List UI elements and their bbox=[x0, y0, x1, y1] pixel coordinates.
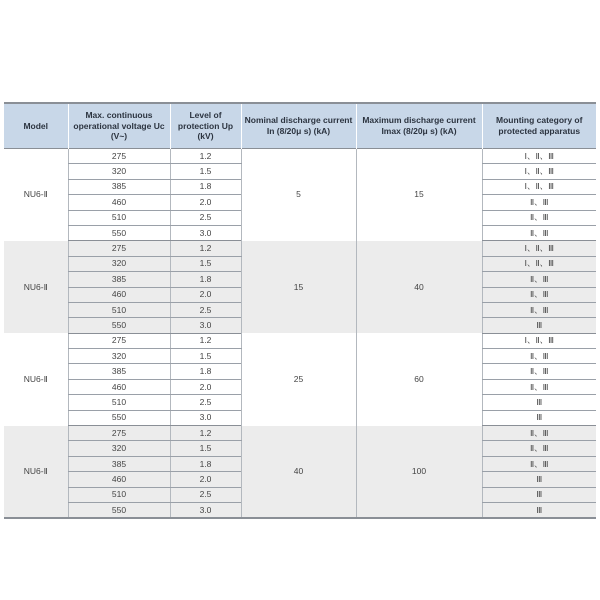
mounting-category-cell: Ⅲ bbox=[482, 318, 596, 333]
protection-level-cell: 1.2 bbox=[170, 241, 241, 256]
mounting-category-cell: Ⅲ bbox=[482, 395, 596, 410]
protection-level-cell: 1.5 bbox=[170, 349, 241, 364]
protection-level-cell: 3.0 bbox=[170, 502, 241, 517]
table-row bbox=[4, 241, 596, 256]
protection-level-cell: 1.2 bbox=[170, 426, 241, 441]
header-maximum-current: Maximum discharge current Imax (8/20μ s) (kA) bbox=[356, 103, 482, 149]
mounting-category-cell: Ⅱ、Ⅲ bbox=[482, 210, 596, 225]
table-row bbox=[4, 149, 596, 164]
protection-level-cell: 3.0 bbox=[170, 410, 241, 425]
voltage-cell: 320 bbox=[68, 164, 170, 179]
protection-level-cell: 1.8 bbox=[170, 179, 241, 194]
header-voltage: Max. continuous operational voltage Uc (V~) bbox=[68, 103, 170, 149]
mounting-category-cell: Ⅱ、Ⅲ bbox=[482, 441, 596, 456]
model-cell: NU6-Ⅱ bbox=[4, 333, 68, 425]
mounting-category-cell: Ⅰ、Ⅱ、Ⅲ bbox=[482, 149, 596, 164]
mounting-category-cell: Ⅲ bbox=[482, 502, 596, 517]
voltage-cell: 550 bbox=[68, 410, 170, 425]
protection-level-cell: 2.5 bbox=[170, 302, 241, 317]
voltage-cell: 385 bbox=[68, 456, 170, 471]
model-group bbox=[4, 426, 596, 518]
model-cell: NU6-Ⅱ bbox=[4, 149, 68, 241]
model-cell: NU6-Ⅱ bbox=[4, 426, 68, 518]
maximum-current-cell: 40 bbox=[356, 241, 482, 333]
spd-spec-table bbox=[4, 102, 596, 518]
protection-level-cell: 1.8 bbox=[170, 364, 241, 379]
voltage-cell: 320 bbox=[68, 441, 170, 456]
voltage-cell: 385 bbox=[68, 179, 170, 194]
protection-level-cell: 3.0 bbox=[170, 225, 241, 240]
protection-level-cell: 2.0 bbox=[170, 287, 241, 302]
nominal-current-cell: 40 bbox=[241, 426, 356, 518]
voltage-cell: 460 bbox=[68, 472, 170, 487]
voltage-cell: 550 bbox=[68, 502, 170, 517]
header-protection-level: Level of protection Up (kV) bbox=[170, 103, 241, 149]
mounting-category-cell: Ⅲ bbox=[482, 410, 596, 425]
table-row bbox=[4, 426, 596, 441]
voltage-cell: 320 bbox=[68, 256, 170, 271]
table-row bbox=[4, 333, 596, 348]
protection-level-cell: 1.5 bbox=[170, 256, 241, 271]
voltage-cell: 460 bbox=[68, 379, 170, 394]
header-mounting-category: Mounting category of protected apparatus bbox=[482, 103, 596, 149]
mounting-category-cell: Ⅰ、Ⅱ、Ⅲ bbox=[482, 241, 596, 256]
voltage-cell: 385 bbox=[68, 272, 170, 287]
table-bottom-rule bbox=[4, 517, 596, 519]
table-header bbox=[4, 103, 596, 149]
mounting-category-cell: Ⅱ、Ⅲ bbox=[482, 287, 596, 302]
model-group bbox=[4, 241, 596, 333]
nominal-current-cell: 25 bbox=[241, 333, 356, 425]
mounting-category-cell: Ⅱ、Ⅲ bbox=[482, 349, 596, 364]
voltage-cell: 385 bbox=[68, 364, 170, 379]
mounting-category-cell: Ⅱ、Ⅲ bbox=[482, 302, 596, 317]
mounting-category-cell: Ⅰ、Ⅱ、Ⅲ bbox=[482, 179, 596, 194]
voltage-cell: 320 bbox=[68, 349, 170, 364]
mounting-category-cell: Ⅱ、Ⅲ bbox=[482, 225, 596, 240]
protection-level-cell: 1.8 bbox=[170, 272, 241, 287]
maximum-current-cell: 100 bbox=[356, 426, 482, 518]
maximum-current-cell: 15 bbox=[356, 149, 482, 241]
voltage-cell: 550 bbox=[68, 225, 170, 240]
protection-level-cell: 2.0 bbox=[170, 472, 241, 487]
mounting-category-cell: Ⅱ、Ⅲ bbox=[482, 379, 596, 394]
voltage-cell: 510 bbox=[68, 302, 170, 317]
protection-level-cell: 1.5 bbox=[170, 164, 241, 179]
protection-level-cell: 1.8 bbox=[170, 456, 241, 471]
mounting-category-cell: Ⅱ、Ⅲ bbox=[482, 426, 596, 441]
protection-level-cell: 1.5 bbox=[170, 441, 241, 456]
voltage-cell: 275 bbox=[68, 333, 170, 348]
mounting-category-cell: Ⅰ、Ⅱ、Ⅲ bbox=[482, 256, 596, 271]
mounting-category-cell: Ⅲ bbox=[482, 487, 596, 502]
voltage-cell: 510 bbox=[68, 395, 170, 410]
header-model: Model bbox=[4, 103, 68, 149]
maximum-current-cell: 60 bbox=[356, 333, 482, 425]
voltage-cell: 510 bbox=[68, 210, 170, 225]
voltage-cell: 550 bbox=[68, 318, 170, 333]
mounting-category-cell: Ⅱ、Ⅲ bbox=[482, 456, 596, 471]
protection-level-cell: 2.0 bbox=[170, 195, 241, 210]
protection-level-cell: 2.5 bbox=[170, 210, 241, 225]
nominal-current-cell: 15 bbox=[241, 241, 356, 333]
voltage-cell: 460 bbox=[68, 287, 170, 302]
voltage-cell: 275 bbox=[68, 426, 170, 441]
model-group bbox=[4, 333, 596, 425]
voltage-cell: 275 bbox=[68, 241, 170, 256]
mounting-category-cell: Ⅲ bbox=[482, 472, 596, 487]
protection-level-cell: 3.0 bbox=[170, 318, 241, 333]
model-cell: NU6-Ⅱ bbox=[4, 241, 68, 333]
mounting-category-cell: Ⅱ、Ⅲ bbox=[482, 272, 596, 287]
voltage-cell: 275 bbox=[68, 149, 170, 164]
protection-level-cell: 2.5 bbox=[170, 487, 241, 502]
header-nominal-current: Nominal discharge current In (8/20μ s) (kA) bbox=[241, 103, 356, 149]
voltage-cell: 460 bbox=[68, 195, 170, 210]
nominal-current-cell: 5 bbox=[241, 149, 356, 241]
protection-level-cell: 1.2 bbox=[170, 333, 241, 348]
voltage-cell: 510 bbox=[68, 487, 170, 502]
protection-level-cell: 2.0 bbox=[170, 379, 241, 394]
mounting-category-cell: Ⅱ、Ⅲ bbox=[482, 364, 596, 379]
model-group bbox=[4, 149, 596, 241]
mounting-category-cell: Ⅰ、Ⅱ、Ⅲ bbox=[482, 333, 596, 348]
mounting-category-cell: Ⅰ、Ⅱ、Ⅲ bbox=[482, 164, 596, 179]
protection-level-cell: 1.2 bbox=[170, 149, 241, 164]
mounting-category-cell: Ⅱ、Ⅲ bbox=[482, 195, 596, 210]
protection-level-cell: 2.5 bbox=[170, 395, 241, 410]
